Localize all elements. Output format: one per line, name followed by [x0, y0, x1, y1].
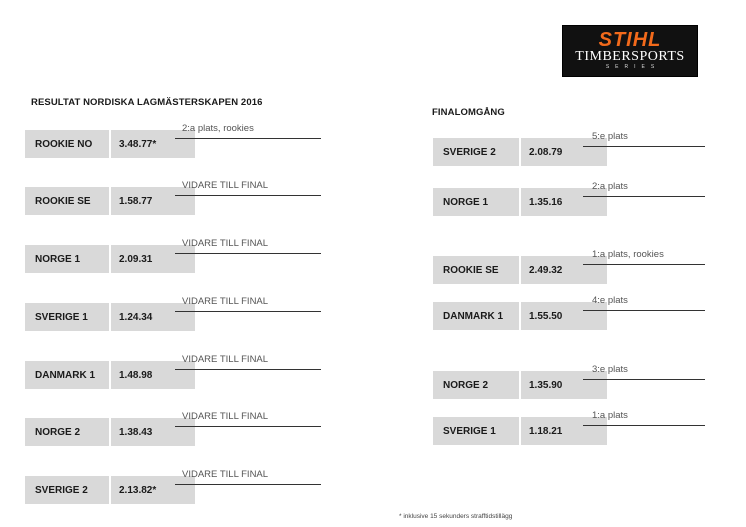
team-name: NORGE 1 — [433, 188, 519, 216]
result-note: VIDARE TILL FINAL — [182, 238, 269, 249]
result-note: 5:e plats — [592, 131, 628, 142]
note-underline — [583, 379, 705, 380]
team-time: 1.35.16 — [521, 188, 607, 216]
logo-series-text: SERIES — [605, 64, 661, 70]
team-name: ROOKIE SE — [25, 187, 109, 215]
team-time: 1.58.77 — [111, 187, 195, 215]
team-name: DANMARK 1 — [433, 302, 519, 330]
logo-brand-text: STIHL — [598, 29, 662, 51]
team-name: NORGE 1 — [25, 245, 109, 273]
team-time: 2.49.32 — [521, 256, 607, 284]
result-note: VIDARE TILL FINAL — [182, 469, 269, 480]
team-time: 1.18.21 — [521, 417, 607, 445]
result-note: 4:e plats — [592, 295, 628, 306]
team-time: 2.09.31 — [111, 245, 195, 273]
note-underline — [583, 196, 705, 197]
result-note: 2:a plats — [592, 181, 628, 192]
note-underline — [175, 311, 321, 312]
team-name: NORGE 2 — [433, 371, 519, 399]
stihl-timbersports-logo — [562, 25, 698, 77]
team-time: 2.13.82* — [111, 476, 195, 504]
right-heading: FINALOMGÅNG — [432, 107, 505, 118]
note-underline — [175, 253, 321, 254]
note-underline — [175, 138, 321, 139]
note-underline — [583, 310, 705, 311]
team-name: NORGE 2 — [25, 418, 109, 446]
note-underline — [583, 264, 705, 265]
team-time: 1.48.98 — [111, 361, 195, 389]
team-time: 1.55.50 — [521, 302, 607, 330]
left-heading: RESULTAT NORDISKA LAGMÄSTERSKAPEN 2016 — [31, 97, 263, 108]
team-time: 3.48.77* — [111, 130, 195, 158]
result-note: 1:a plats, rookies — [592, 249, 664, 260]
team-time: 1.24.34 — [111, 303, 195, 331]
team-time: 1.35.90 — [521, 371, 607, 399]
team-name: SVERIGE 1 — [25, 303, 109, 331]
team-name: SVERIGE 2 — [25, 476, 109, 504]
result-note: 3:e plats — [592, 364, 628, 375]
note-underline — [175, 484, 321, 485]
team-name: ROOKIE SE — [433, 256, 519, 284]
team-name: ROOKIE NO — [25, 130, 109, 158]
result-note: 2:a plats, rookies — [182, 123, 254, 134]
result-note: VIDARE TILL FINAL — [182, 180, 269, 191]
result-note: VIDARE TILL FINAL — [182, 296, 269, 307]
result-note: 1:a plats — [592, 410, 628, 421]
note-underline — [583, 425, 705, 426]
team-name: DANMARK 1 — [25, 361, 109, 389]
team-time: 2.08.79 — [521, 138, 607, 166]
note-underline — [175, 195, 321, 196]
result-note: VIDARE TILL FINAL — [182, 354, 269, 365]
team-name: SVERIGE 2 — [433, 138, 519, 166]
note-underline — [175, 369, 321, 370]
team-name: SVERIGE 1 — [433, 417, 519, 445]
logo-name-text: TIMBERSPORTS — [575, 49, 685, 64]
note-underline — [175, 426, 321, 427]
footnote: * inklusive 15 sekunders strafftidstillägg — [399, 513, 513, 520]
note-underline — [583, 146, 705, 147]
team-time: 1.38.43 — [111, 418, 195, 446]
result-note: VIDARE TILL FINAL — [182, 411, 269, 422]
